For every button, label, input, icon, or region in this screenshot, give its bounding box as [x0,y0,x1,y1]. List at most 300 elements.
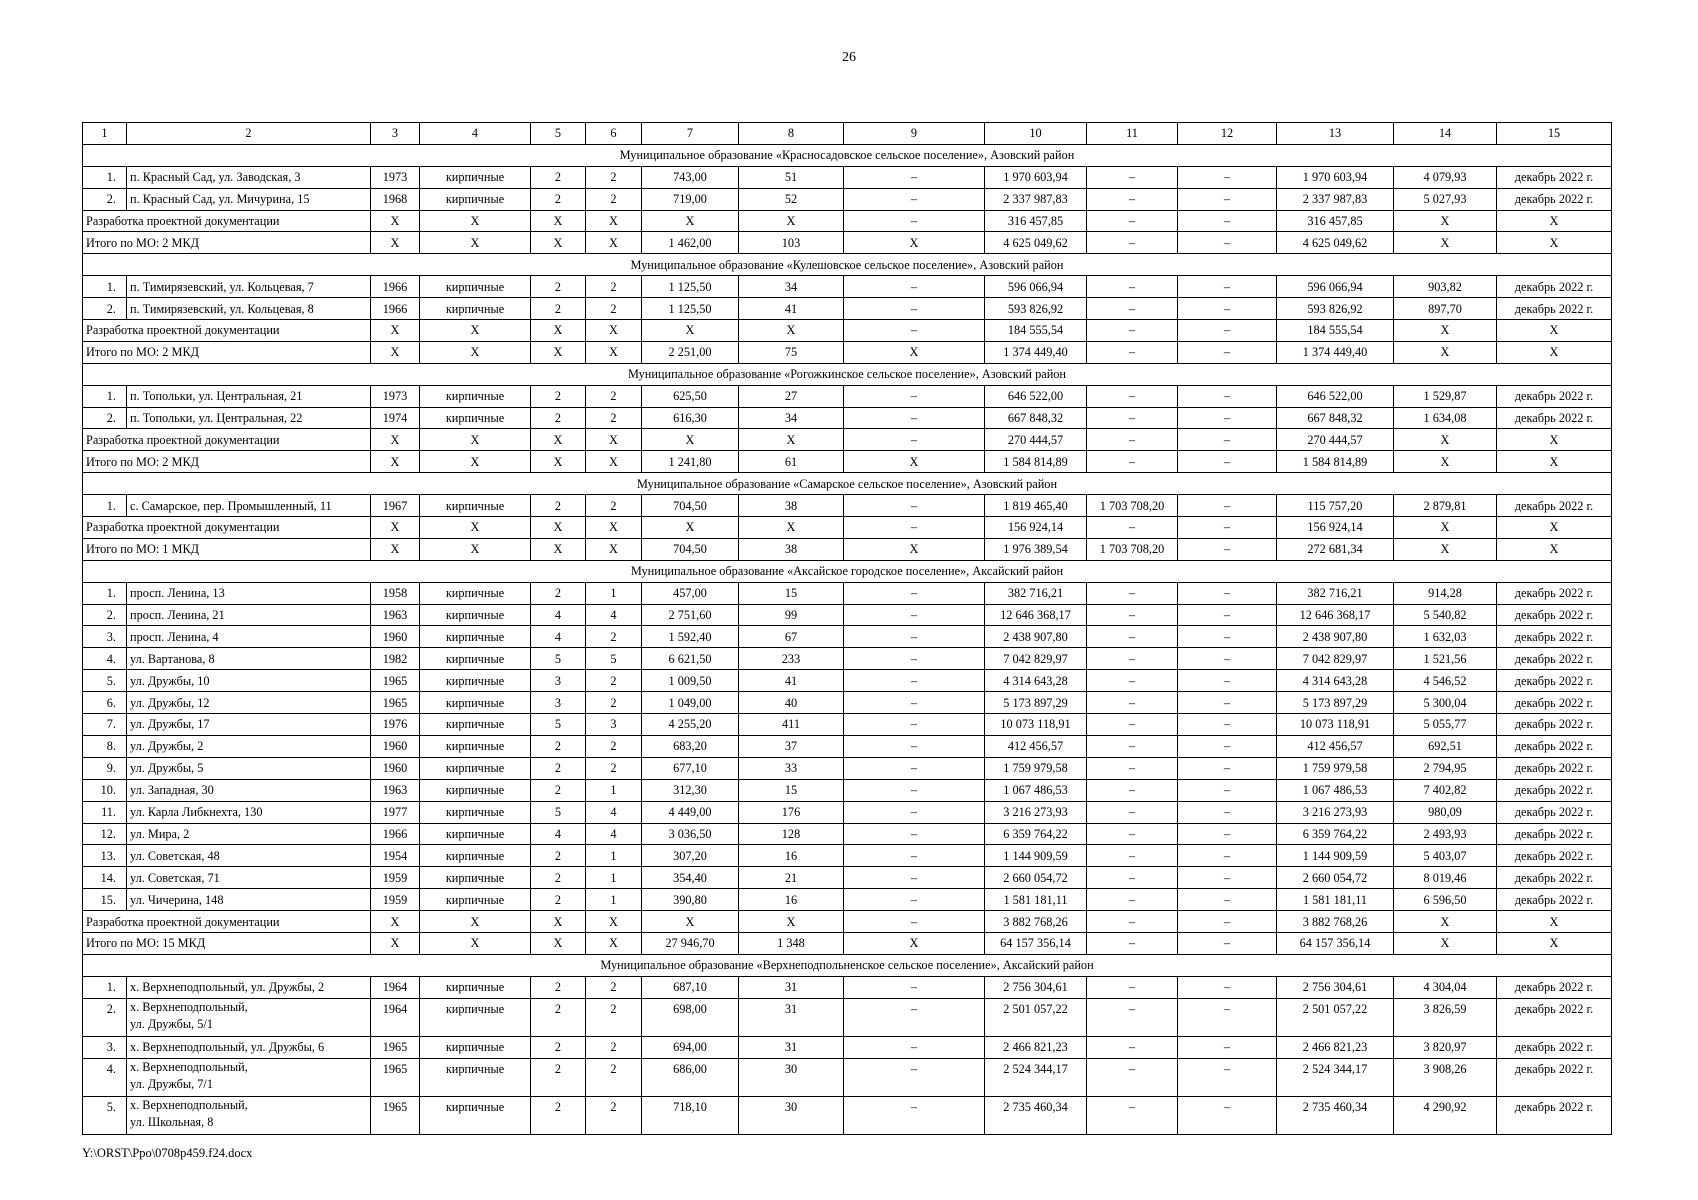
table-cell: декабрь 2022 г. [1497,407,1612,429]
table-cell: 1965 [371,1096,420,1134]
table-cell: 1 [586,867,642,889]
table-cell: кирпичные [420,867,531,889]
table-cell: X [844,538,985,560]
table-cell: 2 [531,582,586,604]
table-cell: 667 848,32 [1277,407,1394,429]
table-cell: декабрь 2022 г. [1497,779,1612,801]
table-cell: 2 [586,1058,642,1096]
column-header: 4 [420,123,531,145]
row-number: 12. [83,823,127,845]
table-cell: – [1087,670,1178,692]
table-cell: 312,30 [642,779,739,801]
table-cell: – [1178,210,1277,232]
column-header: 11 [1087,123,1178,145]
table-row [83,889,1612,911]
table-cell: 2 493,93 [1394,823,1497,845]
table-cell: 5 300,04 [1394,692,1497,714]
table-cell: X [420,232,531,254]
table-cell: X [531,911,586,933]
table-cell: 4 [531,604,586,626]
table-cell: 2 [531,1096,586,1134]
table-cell: 5 403,07 [1394,845,1497,867]
table-cell: – [844,845,985,867]
table-cell: – [1178,538,1277,560]
table-cell: 2 [531,298,586,320]
table-cell: – [1178,757,1277,779]
address-cell: ул. Дружбы, 12 [127,692,371,714]
table-cell: декабрь 2022 г. [1497,692,1612,714]
table-cell: X [642,517,739,539]
table-cell: – [844,276,985,298]
table-cell: 1 374 449,40 [1277,341,1394,363]
table-row [83,166,1612,188]
row-number: 2. [83,604,127,626]
table-cell: 30 [739,1096,844,1134]
row-number: 1. [83,166,127,188]
table-cell: X [531,451,586,473]
design-docs-row [83,320,1612,342]
table-cell: – [1087,407,1178,429]
table-cell: 34 [739,407,844,429]
table-row [83,626,1612,648]
table-cell: X [371,210,420,232]
table-cell: 718,10 [642,1096,739,1134]
table-cell: X [420,932,531,954]
table-cell: X [1497,451,1612,473]
address-cell: п. Тимирязевский, ул. Кольцевая, 8 [127,298,371,320]
table-cell: X [642,911,739,933]
table-cell: – [1087,385,1178,407]
table-cell: – [844,407,985,429]
table-row [83,188,1612,210]
table-cell: – [844,714,985,736]
table-cell: – [1087,889,1178,911]
table-cell: 51 [739,166,844,188]
table-cell: кирпичные [420,889,531,911]
table-cell: 412 456,57 [985,735,1087,757]
table-cell: 2 [531,385,586,407]
table-cell: 698,00 [642,998,739,1036]
table-cell: 270 444,57 [985,429,1087,451]
table-cell: – [1178,845,1277,867]
table-cell: – [844,1036,985,1058]
table-cell: – [1178,998,1277,1036]
table-cell: 382 716,21 [1277,582,1394,604]
table-cell: – [844,188,985,210]
table-cell: 5 [586,648,642,670]
table-cell: – [844,692,985,714]
table-row [83,1058,1612,1096]
table-cell: 4 290,92 [1394,1096,1497,1134]
column-header: 6 [586,123,642,145]
table-cell: 1966 [371,276,420,298]
table-cell: – [1087,298,1178,320]
column-header: 1 [83,123,127,145]
table-row [83,998,1612,1036]
table-cell: 1 970 603,94 [1277,166,1394,188]
table-cell: 2 501 057,22 [985,998,1087,1036]
address-cell: х. Верхнеподпольный, ул. Школьная, 8 [127,1096,371,1134]
section-title: Муниципальное образование «Самарское сельское поселение», Азовский район [83,473,1612,495]
table-cell: 1960 [371,735,420,757]
table-cell: 1 374 449,40 [985,341,1087,363]
table-cell: 1974 [371,407,420,429]
section-title: Муниципальное образование «Верхнеподпольненское сельское поселение», Аксайский район [83,954,1612,976]
table-cell: декабрь 2022 г. [1497,385,1612,407]
table-cell: 1 529,87 [1394,385,1497,407]
table-cell: X [1497,320,1612,342]
table-cell: кирпичные [420,188,531,210]
table-cell: 3 882 768,26 [1277,911,1394,933]
table-cell: 3 [531,692,586,714]
table-cell: 1963 [371,779,420,801]
table-cell: 2 [586,1036,642,1058]
address-cell: просп. Ленина, 4 [127,626,371,648]
table-cell: 1 125,50 [642,298,739,320]
table-cell: 4 [586,823,642,845]
table-body [83,123,1612,1135]
table-cell: 12 646 368,17 [1277,604,1394,626]
table-cell: 2 524 344,17 [985,1058,1087,1096]
table-cell: 7 042 829,97 [1277,648,1394,670]
table-cell: 15 [739,582,844,604]
address-cell: ул. Советская, 48 [127,845,371,867]
row-number: 13. [83,845,127,867]
table-cell: 4 [531,823,586,845]
table-cell: – [1178,604,1277,626]
table-cell: 16 [739,889,844,911]
table-cell: 694,00 [642,1036,739,1058]
table-row [83,298,1612,320]
table-cell: 31 [739,976,844,998]
table-cell: 1960 [371,757,420,779]
table-cell: X [586,341,642,363]
address-cell: ул. Дружбы, 10 [127,670,371,692]
table-cell: 99 [739,604,844,626]
row-number: 10. [83,779,127,801]
table-cell: X [420,911,531,933]
table-cell: 40 [739,692,844,714]
table-cell: – [1178,188,1277,210]
table-cell: – [844,867,985,889]
table-cell: – [1178,801,1277,823]
table-cell: – [844,823,985,845]
table-cell: – [1087,823,1178,845]
table-cell: кирпичные [420,845,531,867]
table-cell: 3 216 273,93 [1277,801,1394,823]
column-number-header-row [83,123,1612,145]
table-cell: 2 [531,976,586,998]
table-cell: X [739,911,844,933]
table-cell: – [844,976,985,998]
table-cell: X [371,932,420,954]
total-row [83,451,1612,473]
table-cell: X [586,320,642,342]
table-cell: – [1178,582,1277,604]
table-cell: 667 848,32 [985,407,1087,429]
table-cell: – [1087,932,1178,954]
total-row [83,538,1612,560]
table-cell: 156 924,14 [1277,517,1394,539]
table-cell: – [1087,1096,1178,1134]
table-cell: – [1178,451,1277,473]
table-cell: 30 [739,1058,844,1096]
table-cell: 1964 [371,976,420,998]
table-cell: – [844,298,985,320]
table-cell: 2 660 054,72 [985,867,1087,889]
table-cell: 1 970 603,94 [985,166,1087,188]
row-label: Разработка проектной документации [83,429,371,451]
table-cell: 903,82 [1394,276,1497,298]
table-cell: X [371,429,420,451]
table-cell: 12 646 368,17 [985,604,1087,626]
table-row [83,670,1612,692]
row-number: 2. [83,188,127,210]
table-cell: 2 [531,1036,586,1058]
table-cell: 156 924,14 [985,517,1087,539]
design-docs-row [83,911,1612,933]
table-cell: 1965 [371,1036,420,1058]
table-cell: 5 055,77 [1394,714,1497,736]
table-cell: кирпичные [420,1036,531,1058]
table-cell: – [1087,451,1178,473]
table-cell: – [844,779,985,801]
table-cell: 27 946,70 [642,932,739,954]
table-cell: – [1178,1096,1277,1134]
table-cell: 4 314 643,28 [1277,670,1394,692]
table-cell: X [642,210,739,232]
table-row [83,604,1612,626]
table-cell: X [531,232,586,254]
row-label: Итого по МО: 2 МКД [83,451,371,473]
table-cell: 3 826,59 [1394,998,1497,1036]
table-cell: 3 036,50 [642,823,739,845]
table-cell: 719,00 [642,188,739,210]
table-cell: – [1087,1036,1178,1058]
table-cell: 2 251,00 [642,341,739,363]
table-cell: 2 466 821,23 [985,1036,1087,1058]
table-cell: X [420,517,531,539]
table-cell: 686,00 [642,1058,739,1096]
table-cell: X [1394,232,1497,254]
table-cell: – [1178,1036,1277,1058]
table-cell: 1 759 979,58 [1277,757,1394,779]
table-cell: кирпичные [420,648,531,670]
section-title-row [83,560,1612,582]
table-cell: – [1087,779,1178,801]
table-cell: 4 314 643,28 [985,670,1087,692]
table-cell: 1973 [371,166,420,188]
table-cell: X [1497,911,1612,933]
row-number: 2. [83,998,127,1036]
table-cell: 270 444,57 [1277,429,1394,451]
table-cell: 184 555,54 [1277,320,1394,342]
table-cell: декабрь 2022 г. [1497,604,1612,626]
table-cell: 2 [531,166,586,188]
table-cell: 128 [739,823,844,845]
table-cell: декабрь 2022 г. [1497,714,1612,736]
table-cell: 2 [531,276,586,298]
table-cell: 3 [531,670,586,692]
section-title: Муниципальное образование «Кулешовское сельское поселение», Азовский район [83,254,1612,276]
address-cell: ул. Чичерина, 148 [127,889,371,911]
table-cell: кирпичные [420,998,531,1036]
table-cell: 3 882 768,26 [985,911,1087,933]
table-cell: 1 241,80 [642,451,739,473]
table-cell: – [1087,845,1178,867]
table-cell: 176 [739,801,844,823]
table-cell: X [371,451,420,473]
table-cell: – [844,911,985,933]
table-cell: X [1497,538,1612,560]
table-cell: X [531,429,586,451]
table-row [83,692,1612,714]
table-cell: 37 [739,735,844,757]
table-cell: – [1087,276,1178,298]
table-cell: декабрь 2022 г. [1497,757,1612,779]
table-cell: 2 [586,1096,642,1134]
section-title-row [83,144,1612,166]
table-cell: 2 337 987,83 [985,188,1087,210]
table-cell: 115 757,20 [1277,495,1394,517]
table-cell: декабрь 2022 г. [1497,1036,1612,1058]
table-cell: 2 [586,298,642,320]
address-cell: х. Верхнеподпольный, ул. Дружбы, 6 [127,1036,371,1058]
table-cell: X [1497,429,1612,451]
table-cell: 1 067 486,53 [1277,779,1394,801]
table-cell: 6 621,50 [642,648,739,670]
table-row [83,757,1612,779]
table-cell: X [1394,932,1497,954]
table-cell: – [1087,976,1178,998]
table-cell: – [844,582,985,604]
table-cell: 1 581 181,11 [985,889,1087,911]
table-cell: X [844,451,985,473]
table-cell: – [844,801,985,823]
table-cell: кирпичные [420,604,531,626]
table-cell: 4 625 049,62 [985,232,1087,254]
table-cell: 316 457,85 [1277,210,1394,232]
table-cell: декабрь 2022 г. [1497,670,1612,692]
section-title-row [83,363,1612,385]
design-docs-row [83,429,1612,451]
table-cell: декабрь 2022 г. [1497,889,1612,911]
table-cell: X [586,538,642,560]
table-row [83,779,1612,801]
table-cell: 2 337 987,83 [1277,188,1394,210]
table-cell: 38 [739,495,844,517]
row-number: 1. [83,385,127,407]
table-cell: 1 009,50 [642,670,739,692]
column-header: 2 [127,123,371,145]
table-cell: 15 [739,779,844,801]
table-cell: 646 522,00 [985,385,1087,407]
column-header: 12 [1178,123,1277,145]
table-cell: 2 [586,276,642,298]
table-cell: декабрь 2022 г. [1497,801,1612,823]
table-cell: 67 [739,626,844,648]
table-cell: 1977 [371,801,420,823]
address-cell: просп. Ленина, 13 [127,582,371,604]
table-cell: 2 794,95 [1394,757,1497,779]
table-row [83,1096,1612,1134]
table-cell: 41 [739,670,844,692]
table-cell: 7 042 829,97 [985,648,1087,670]
table-cell: X [586,911,642,933]
table-cell: X [739,429,844,451]
column-header: 10 [985,123,1087,145]
table-cell: 5 [531,801,586,823]
table-cell: X [420,429,531,451]
section-title: Муниципальное образование «Красносадовское сельское поселение», Азовский район [83,144,1612,166]
table-cell: 3 908,26 [1394,1058,1497,1096]
table-cell: 2 756 304,61 [985,976,1087,998]
table-cell: 1 703 708,20 [1087,538,1178,560]
table-cell: X [1394,429,1497,451]
table-cell: 2 [586,495,642,517]
table-cell: X [420,538,531,560]
table-cell: кирпичные [420,1058,531,1096]
table-cell: – [1087,517,1178,539]
table-cell: – [844,1058,985,1096]
table-cell: 2 466 821,23 [1277,1036,1394,1058]
address-cell: ул. Дружбы, 17 [127,714,371,736]
column-header: 15 [1497,123,1612,145]
table-cell: кирпичные [420,692,531,714]
table-cell: 2 438 907,80 [1277,626,1394,648]
table-cell: 2 [586,976,642,998]
table-cell: 646 522,00 [1277,385,1394,407]
table-row [83,582,1612,604]
table-cell: 7 402,82 [1394,779,1497,801]
table-cell: декабрь 2022 г. [1497,823,1612,845]
total-row [83,341,1612,363]
table-row [83,845,1612,867]
row-label: Итого по МО: 2 МКД [83,341,371,363]
table-cell: кирпичные [420,385,531,407]
table-cell: 64 157 356,14 [1277,932,1394,954]
column-header: 8 [739,123,844,145]
table-cell: декабрь 2022 г. [1497,867,1612,889]
table-cell: 457,00 [642,582,739,604]
table-cell: X [586,517,642,539]
table-cell: 6 596,50 [1394,889,1497,911]
table-cell: кирпичные [420,1096,531,1134]
design-docs-row [83,517,1612,539]
table-cell: 1954 [371,845,420,867]
table-cell: 1 581 181,11 [1277,889,1394,911]
table-cell: – [844,648,985,670]
table-cell: X [1394,210,1497,232]
row-number: 2. [83,298,127,320]
table-cell: – [1087,341,1178,363]
table-cell: – [1178,232,1277,254]
table-cell: 31 [739,1036,844,1058]
table-cell: – [1087,429,1178,451]
table-cell: 8 019,46 [1394,867,1497,889]
table-cell: 5 540,82 [1394,604,1497,626]
table-cell: – [1178,626,1277,648]
table-cell: – [1087,648,1178,670]
table-cell: – [1178,495,1277,517]
table-cell: 1 592,40 [642,626,739,648]
table-cell: декабрь 2022 г. [1497,495,1612,517]
table-cell: X [1394,320,1497,342]
table-cell: X [371,911,420,933]
table-cell: 52 [739,188,844,210]
table-cell: – [1178,889,1277,911]
row-label: Разработка проектной документации [83,320,371,342]
